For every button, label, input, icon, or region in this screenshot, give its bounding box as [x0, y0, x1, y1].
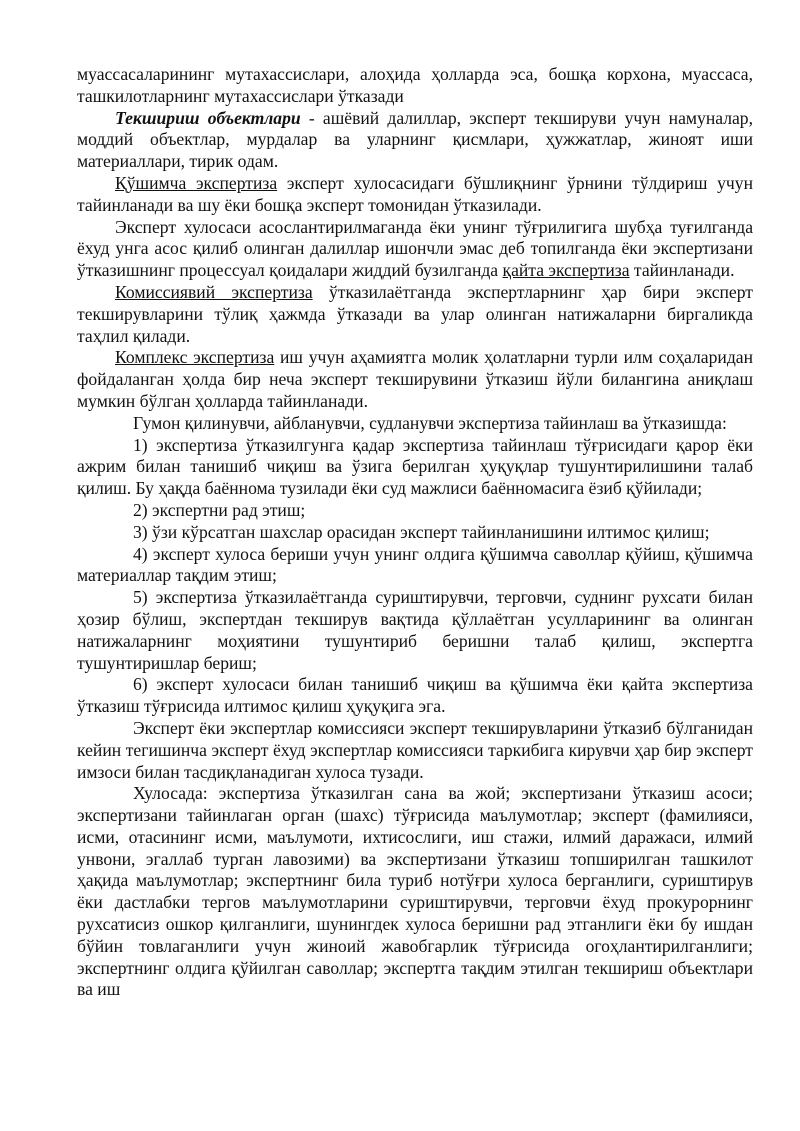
text-examination-objects: - ашёвий далиллар, эксперт текшируви учун намуналар, моддий объектлар, мурдалар ва уларнинг қисмлари, ҳужжатлар, жиноят иши материаллари, тирик одам.	[77, 107, 753, 172]
text-repeat-expertise-end: тайинланади.	[629, 260, 735, 281]
text-complex-expertise: иш учун аҳамиятга молик ҳолатларни турли илм соҳаларидан фойдаланган ҳолда бир неча эксперт текширувини ўтказиш йўли билангина аниқлаш мумкин бўлган ҳолларда тайинланади.	[77, 347, 753, 411]
text-commission-expertise: ўтказилаётганда экспертларнинг ҳар бири эксперт текширувларини тўлиқ ҳажмда ўтказади ва улар олинган натижаларни биргаликда таҳлил қилади.	[77, 281, 753, 346]
paragraph-additional-expertise	[77, 173, 753, 217]
paragraph-examination-objects	[77, 108, 753, 173]
paragraph-complex-expertise	[77, 347, 753, 412]
term-complex-expertise: Комплекс экспертиза	[115, 347, 275, 368]
document-page	[77, 64, 753, 1001]
list-item-right-6: 6) эксперт хулосаси билан танишиб чиқиш ва қўшимча ёки қайта экспертиза ўтказиш тўғрисида илтимос қилиш ҳуқуқига эга.	[77, 674, 753, 717]
paragraph-conclusion-contents: Хулосада: экспертиза ўтказилган сана ва жой; экспертизани ўтказиш асоси; экспертизани тайинлаган орган (шахс) тўғрисида маълумотлар; эксперт (фамилияси, исми, отасининг исми, маълумоти, ихтисослиги, иш стажи, илмий даражаси, илмий унвони, эгаллаб турган лавозими) ва экспертизани ўтказиш топширилган ташкилот ҳақида маълумотлар; экспертнинг била туриб нотўғри хулоса берганлиги, суриштирув ёки дастлабки тергов маълумотларини суриштирувчи, терговчи ёхуд прокурорнинг рухсатисиз ошкор қилганлиги, шунингдек хулоса беришни рад этганлиги ёки бу ишдан бўйин товлаганлиги учун жиноий жавобгарлик тўғрисида огоҳлантирилганлиги; экспертнинг олдига қўйилган саволлар; экспертга тақдим этилган текшириш объектлари ва иш	[77, 783, 753, 1000]
text-additional-expertise: эксперт хулосасидаги бўшлиқнинг ўрнини тўлдириш учун тайинланади ва шу ёки бошқа эксперт томонидан ўтказилади.	[77, 172, 753, 215]
paragraph-expert-conclusion: Эксперт ёки экспертлар комиссияси эксперт текширувларини ўтказиб бўлганидан кейин тегишинча эксперт ёхуд экспертлар комиссияси таркибига кирувчи ҳар бир эксперт имзоси билан тасдиқланадиган хулоса тузади.	[77, 717, 753, 782]
paragraph-specialists: муассасаларининг мутахассислари, алоҳида ҳолларда эса, бошқа корхона, муассаса, ташкилотларнинг мутахассислари ўтказади	[77, 64, 753, 106]
paragraph-repeat-expertise	[77, 217, 753, 282]
list-item-right-1: 1) экспертиза ўтказилгунга қадар экспертиза тайинлаш тўғрисидаги қарор ёки ажрим билан танишиб чиқиш ва ўзига берилган ҳуқуқлар тушунтирилишини талаб қилиш. Бу ҳақда баённома тузилади ёки суд мажлиси баённомасига ёзиб қўйилади;	[77, 434, 753, 499]
list-item-right-4: 4) эксперт хулоса бериши учун унинг олдига қўшимча саволлар қўйиш, қўшимча материаллар тақдим этиш;	[77, 543, 753, 586]
text-repeat-expertise: Эксперт хулосаси асослантирилмаганда ёки унинг тўғрилигига шубҳа туғилганда ёхуд унга асос қилиб олинган далиллар ишончли эмас деб топилганда ёки экспертизани ўтказишнинг процессуал қоидалари жиддий бузилганда	[77, 216, 753, 281]
list-item-right-5: 5) экспертиза ўтказилаётганда суриштирувчи, терговчи, суднинг рухсати билан ҳозир бўлиш, экспертдан текширув вақтида қўллаётган усулларининг ва олинган натижаларнинг моҳиятини тушунтириб беришни талаб қилиш, экспертга тушунтиришлар бериш;	[77, 587, 753, 673]
paragraph-commission-expertise	[77, 282, 753, 347]
paragraph-suspect-rights-intro: Гумон қилинувчи, айбланувчи, судланувчи экспертиза тайинлаш ва ўтказишда:	[133, 412, 727, 433]
term-examination-objects: Текшириш объектлари	[115, 107, 301, 128]
term-commission-expertise: Комиссиявий экспертиза	[115, 281, 313, 302]
term-repeat-expertise: қайта экспертиза	[502, 260, 630, 281]
list-item-right-2: 2) экспертни рад этиш;	[133, 499, 306, 520]
list-item-right-3: 3) ўзи кўрсатган шахслар орасидан эксперт тайинланишини илтимос қилиш;	[133, 521, 710, 542]
term-additional-expertise: Қўшимча экспертиза	[115, 172, 278, 193]
